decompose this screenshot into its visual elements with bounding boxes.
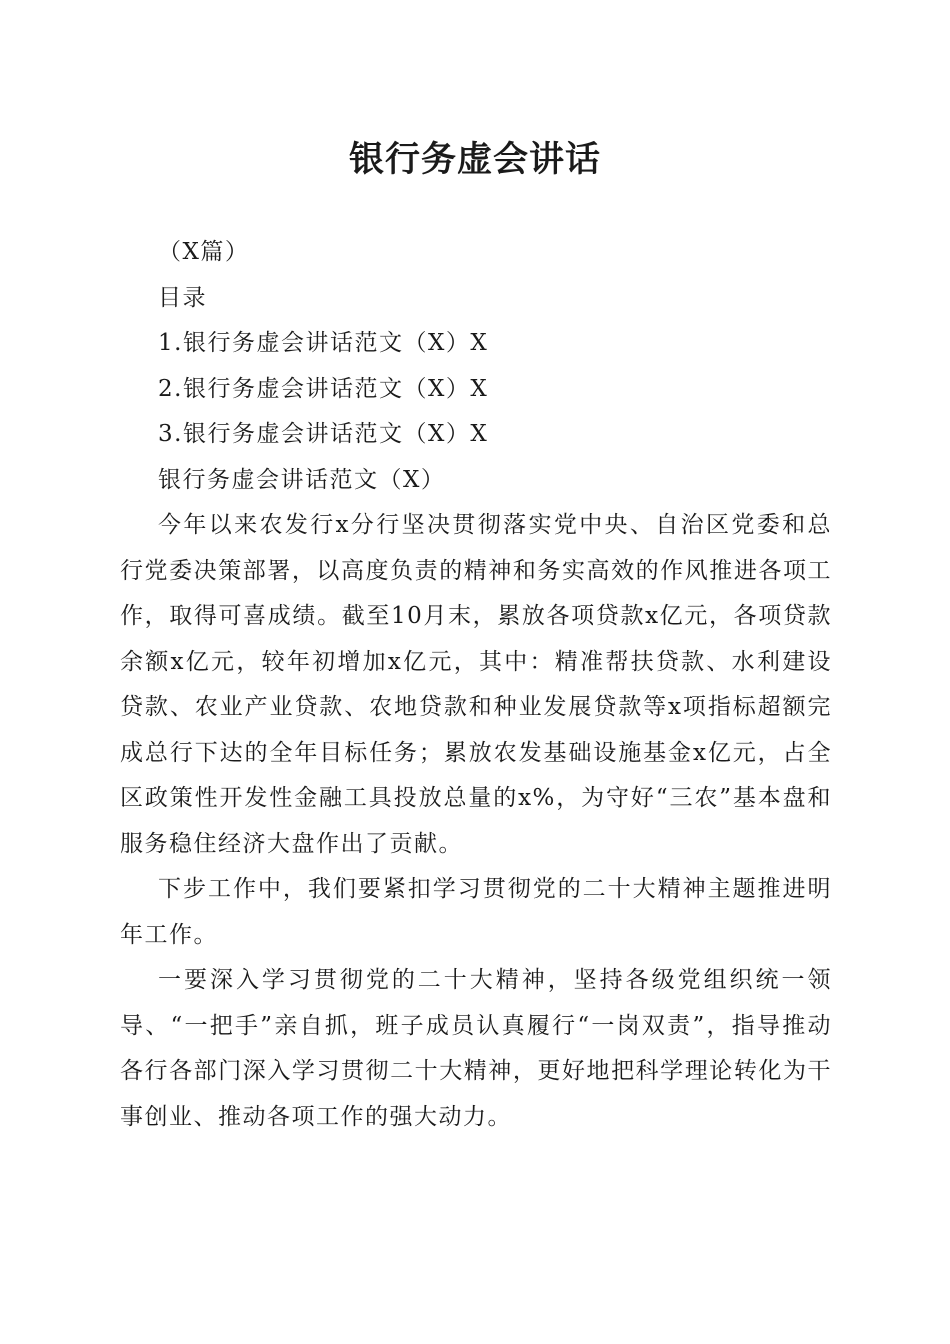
paragraph: 今年以来农发行x分行坚决贯彻落实党中央、自治区党委和总行党委决策部署，以高度负责的精神和务实高效的作风推进各项工作，取得可喜成绩。截至10月末，累放各项贷款x亿元，各项贷款余额x亿元，较年初增加x亿元，其中：精准帮扶贷款、水利建设贷款、农业产业贷款、农地贷款和种业发展贷款等x项指标超额完成总行下达的全年目标任务；累放农发基础设施基金x亿元，占全区政策性开发性金融工具投放总量的x%，为守好“三农”基本盘和服务稳住经济大盘作出了贡献。 — [120, 512, 832, 857]
document-subtitle: （X篇） — [158, 239, 250, 265]
paragraph: 下步工作中，我们要紧扣学习贯彻党的二十大精神主题推进明年工作。 — [120, 876, 832, 948]
toc-heading: 目录 — [158, 284, 207, 311]
document-body — [120, 230, 832, 1140]
toc-item: 3.银行务虚会讲话范文（X）X — [158, 421, 489, 447]
paragraph: 一要深入学习贯彻党的二十大精神，坚持各级党组织统一领导、“一把手”亲自抓，班子成员认真履行“一岗双责”，指导推动各行各部门深入学习贯彻二十大精神，更好地把科学理论转化为干事创业、推动各项工作的强大动力。 — [120, 967, 832, 1130]
table-of-contents — [120, 321, 832, 458]
toc-item: 2.银行务虚会讲话范文（X）X — [158, 375, 489, 402]
toc-item: 1.银行务虚会讲话范文（X）X — [158, 330, 489, 356]
section-heading: 银行务虚会讲话范文（X） — [158, 466, 446, 493]
document-title: 银行务虚会讲话 — [348, 139, 601, 180]
